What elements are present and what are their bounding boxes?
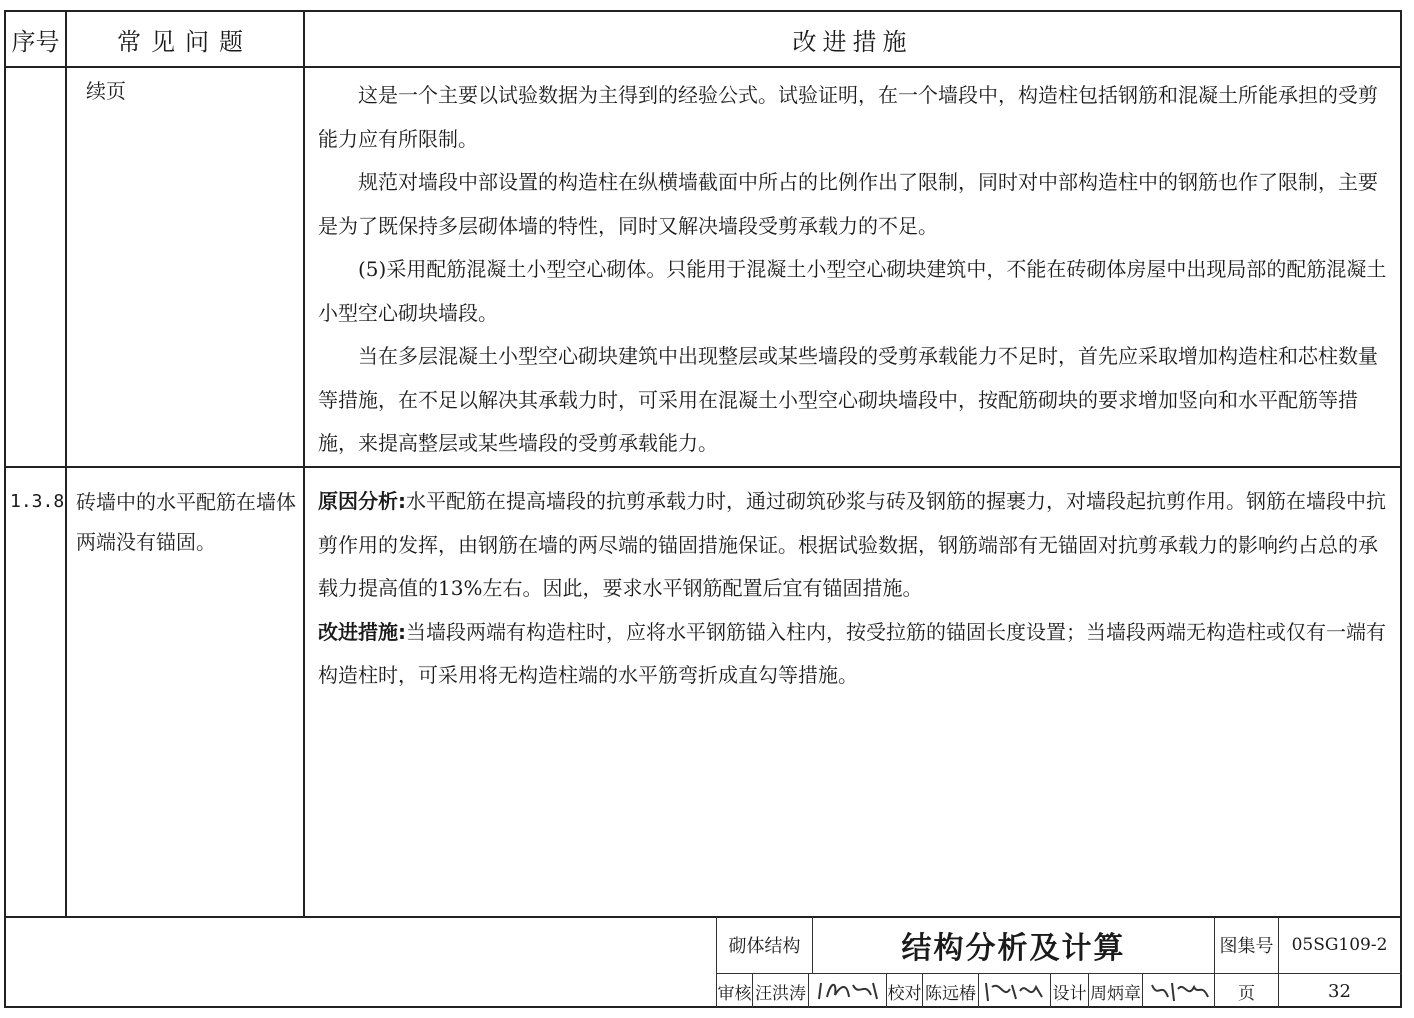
row1-measure: [318, 74, 1390, 466]
header-divider: [4, 66, 1402, 68]
tb-title: 结构分析及计算: [901, 931, 1126, 966]
tb-category: 砌体结构: [728, 936, 801, 957]
cause-analysis: [318, 480, 1390, 611]
header-problem: 常见问题: [117, 27, 253, 56]
row1-paragraph: 规范对墙段中部设置的构造柱在纵横墙截面中所占的比例作出了限制，同时对中部构造柱中的钢筋也作了限制，主要是为了既保持多层砌体墙的特性，同时又解决墙段受剪承载力的不足。: [318, 170, 1378, 238]
row2-measure: [318, 480, 1390, 698]
col-divider-1: [65, 10, 67, 918]
tb-page-no: 32: [1328, 980, 1351, 1002]
tb-atlas-label: 图集号: [1219, 936, 1274, 957]
row2-number: 1.3.8: [10, 491, 65, 512]
tb-checker-signature: [979, 974, 1050, 1008]
row-divider: [4, 466, 1402, 468]
tb-designer: 周炳章: [1090, 983, 1141, 1004]
tb-design-label: 设计: [1052, 983, 1087, 1004]
tb-designer-signature: [1143, 974, 1214, 1008]
tb-check-label: 校对: [887, 983, 922, 1004]
row2-problem: 砖墙中的水平配筋在墙体两端没有锚固。: [76, 490, 296, 554]
row1-paragraph: (5)采用配筋混凝土小型空心砌体。只能用于混凝土小型空心砌块建筑中，不能在砖砌体房屋中出现局部的配筋混凝土小型空心砌块墙段。: [318, 257, 1387, 325]
header-no: 序号: [11, 27, 60, 56]
tb-page-label: 页: [1238, 983, 1255, 1004]
cause-text: 水平配筋在提高墙段的抗剪承载力时，通过砌筑砂浆与砖及钢筋的握裹力，对墙段起抗剪作用。钢筋在墙段中抗剪作用的发挥，由钢筋在墙的两尽端的锚固措施保证。根据试验数据，钢筋端部有无锚固对抗剪承载力的影响约占总的承载力提高值的13%左右。因此，要求水平钢筋配置后宜有锚固措施。: [318, 489, 1386, 600]
row1-paragraph: 这是一个主要以试验数据为主得到的经验公式。试验证明，在一个墙段中，构造柱包括钢筋和混凝土所能承担的受剪能力应有所限制。: [318, 83, 1378, 151]
col-divider-2: [303, 10, 305, 918]
tb-atlas-no: 05SG109-2: [1291, 935, 1388, 955]
tb-reviewer: 汪洪涛: [755, 983, 806, 1004]
tb-checker: 陈远椿: [925, 983, 976, 1004]
header-measure: 改进措施: [792, 27, 913, 56]
tb-reviewer-signature: [809, 974, 886, 1008]
measure-text: 当墙段两端有构造柱时，应将水平钢筋锚入柱内，按受拉筋的锚固长度设置；当墙段两端无构造柱或仅有一端有构造柱时，可采用将无构造柱端的水平筋弯折成直勾等措施。: [318, 619, 1386, 687]
improvement-measure: [318, 611, 1390, 698]
measure-label: 改进措施:: [318, 619, 406, 644]
row1-problem: 续页: [86, 79, 126, 103]
tb-review-label: 审核: [717, 983, 752, 1004]
cause-label: 原因分析:: [318, 489, 406, 513]
row1-paragraph: 当在多层混凝土小型空心砌块建筑中出现整层或某些墙段的受剪承载能力不足时，首先应采取增加构造柱和芯柱数量等措施，在不足以解决其承载力时，可采用在混凝土小型空心砌块墙段中，按配筋砌块的要求增加竖向和水平配筋等措施，来提高整层或某些墙段的受剪承载能力。: [318, 344, 1378, 455]
